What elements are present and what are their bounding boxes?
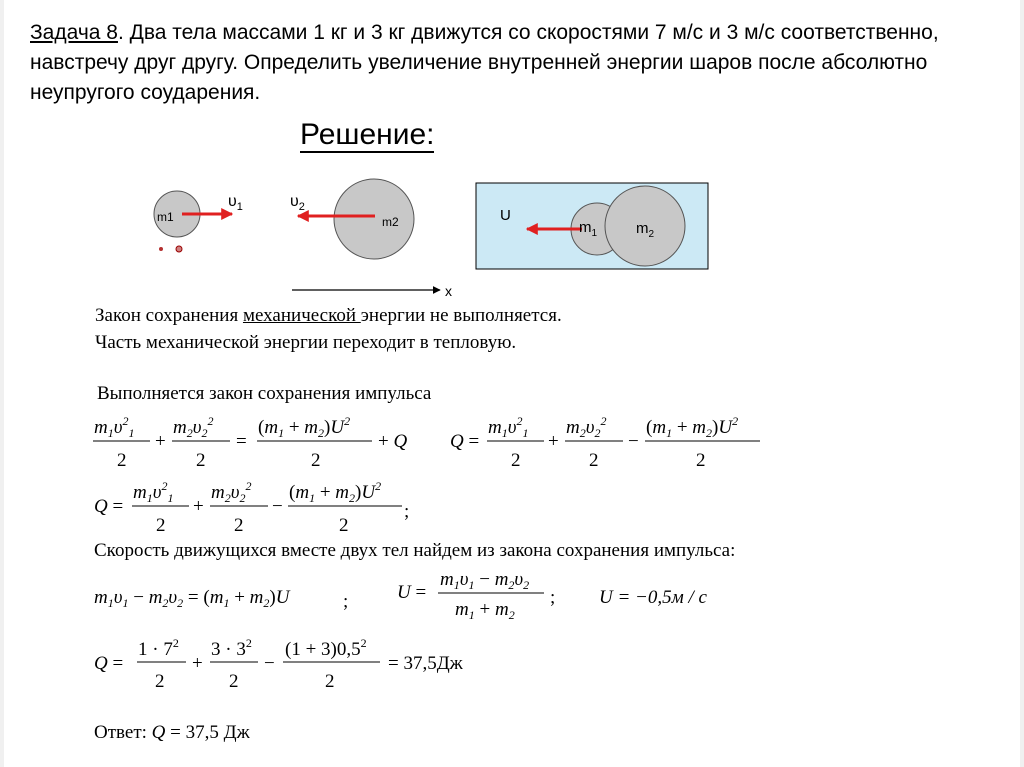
after-m1-label: $m_1$ [579, 219, 598, 239]
svg-text:2: 2 [117, 450, 127, 471]
svg-text:+: + [193, 496, 204, 517]
svg-text:m2υ22: $m_2\upsilon_2^2$ [566, 414, 607, 440]
svg-text:2: 2 [156, 515, 166, 536]
formula-q-numeric [94, 636, 464, 692]
energy-transfer-line: Часть механической энергии переходит в тепловую. [95, 332, 517, 353]
svg-text:m1υ1 − m2υ2 = (m1 + m2)U: $m_1\upsilon_1 - m_2\upsilon_2 = (m_1 + m_2)U$ [94, 587, 290, 610]
svg-text:+: + [155, 431, 166, 452]
svg-text:m1υ21: $m_1\upsilon^2_1$ [488, 414, 529, 440]
svg-text:2: 2 [311, 450, 321, 471]
ball-m2-label: m2 [382, 215, 399, 229]
svg-text:Q =: Q = [450, 431, 480, 452]
svg-text:+ Q: + Q [378, 431, 408, 452]
velocity-v2-label: $\upsilon_2$ [290, 193, 305, 213]
problem-text: . Два тела массами 1 кг и 3 кг движутся со скоростями 7 м/с и 3 м/с соответственно, навстречу друг другу. Определить увеличение внутренней энергии шаров после абсолютно неупругого соударения. [30, 21, 939, 104]
formula-q-expression [450, 414, 760, 471]
svg-text:(m1 + m2)U2: $(m_1 + m_2)U^2$ [646, 414, 739, 440]
svg-text:2: 2 [325, 671, 335, 692]
svg-text:(1 + 3)0,52: $(1 + 3)0,5^2$ [285, 636, 367, 660]
svg-text:2: 2 [229, 671, 239, 692]
svg-text:2: 2 [155, 671, 165, 692]
ball-m2 [334, 179, 414, 259]
svg-text:m1υ1 − m2υ2: $m_1\upsilon_1 - m_2\upsilon_2$ [440, 569, 530, 592]
energy-law-line: Закон сохранения механической энергии не выполняется. [95, 305, 562, 326]
svg-text:2: 2 [696, 450, 706, 471]
svg-text:3 · 32: $3 \cdot 3^2$ [211, 636, 252, 660]
formula-momentum [94, 587, 348, 612]
svg-text:;: ; [550, 587, 556, 608]
problem-label: Задача 8 [30, 21, 118, 44]
svg-text:m1υ21: $m_1\upsilon^2_1$ [133, 479, 174, 505]
answer-line: Ответ: Q = 37,5 Дж [94, 722, 250, 743]
formula-q-row2 [94, 479, 409, 536]
svg-text:;: ; [343, 591, 349, 612]
svg-text:−: − [628, 431, 639, 452]
svg-text:2: 2 [234, 515, 244, 536]
svg-text:+: + [192, 653, 203, 674]
x-axis-label: x [445, 283, 452, 299]
solution-heading: Решение: [300, 118, 435, 151]
svg-text:m1υ21: $m_1\upsilon^2_1$ [94, 414, 135, 440]
svg-text:−: − [264, 653, 275, 674]
formula-u-fraction [397, 569, 555, 622]
velocity-v1-label: $\upsilon_1$ [228, 193, 243, 213]
after-m2-label: $m_2$ [636, 220, 655, 240]
svg-text:2: 2 [511, 450, 521, 471]
svg-text:2: 2 [589, 450, 599, 471]
svg-text:1 · 72: $1 \cdot 7^2$ [138, 636, 179, 660]
svg-text:U =: U = [397, 582, 427, 603]
svg-text:2: 2 [196, 450, 206, 471]
momentum-law-line: Выполняется закон сохранения импульса [97, 383, 432, 404]
velocity-find-line: Скорость движущихся вместе двух тел найдем из закона сохранения импульса: [94, 540, 736, 561]
svg-text:=: = [236, 431, 247, 452]
svg-text:m1 + m2: $m_1 + m_2$ [455, 599, 515, 622]
svg-text:−: − [272, 496, 283, 517]
svg-text:m2υ22: $m_2\upsilon_2^2$ [173, 414, 214, 440]
svg-text:2: 2 [339, 515, 349, 536]
ball-m1-label: m1 [157, 210, 174, 224]
svg-text:Q =: Q = [94, 653, 124, 674]
svg-text:(m1 + m2)U2: $(m_1 + m_2)U^2$ [258, 414, 351, 440]
svg-text:(m1 + m2)U2: $(m_1 + m_2)U^2$ [289, 479, 382, 505]
svg-text:+: + [548, 431, 559, 452]
svg-text:;: ; [404, 501, 410, 522]
formula-u-result: U = −0,5м / с [599, 587, 707, 608]
velocity-U-label: U [500, 207, 511, 224]
marker-dot [159, 247, 163, 251]
marker-dot [176, 246, 182, 252]
svg-text:m2υ22: $m_2\upsilon_2^2$ [211, 479, 252, 505]
formula-energy-balance [93, 414, 407, 471]
svg-text:Q =: Q = [94, 496, 124, 517]
svg-text:= 37,5Дж: = 37,5Дж [388, 653, 463, 674]
